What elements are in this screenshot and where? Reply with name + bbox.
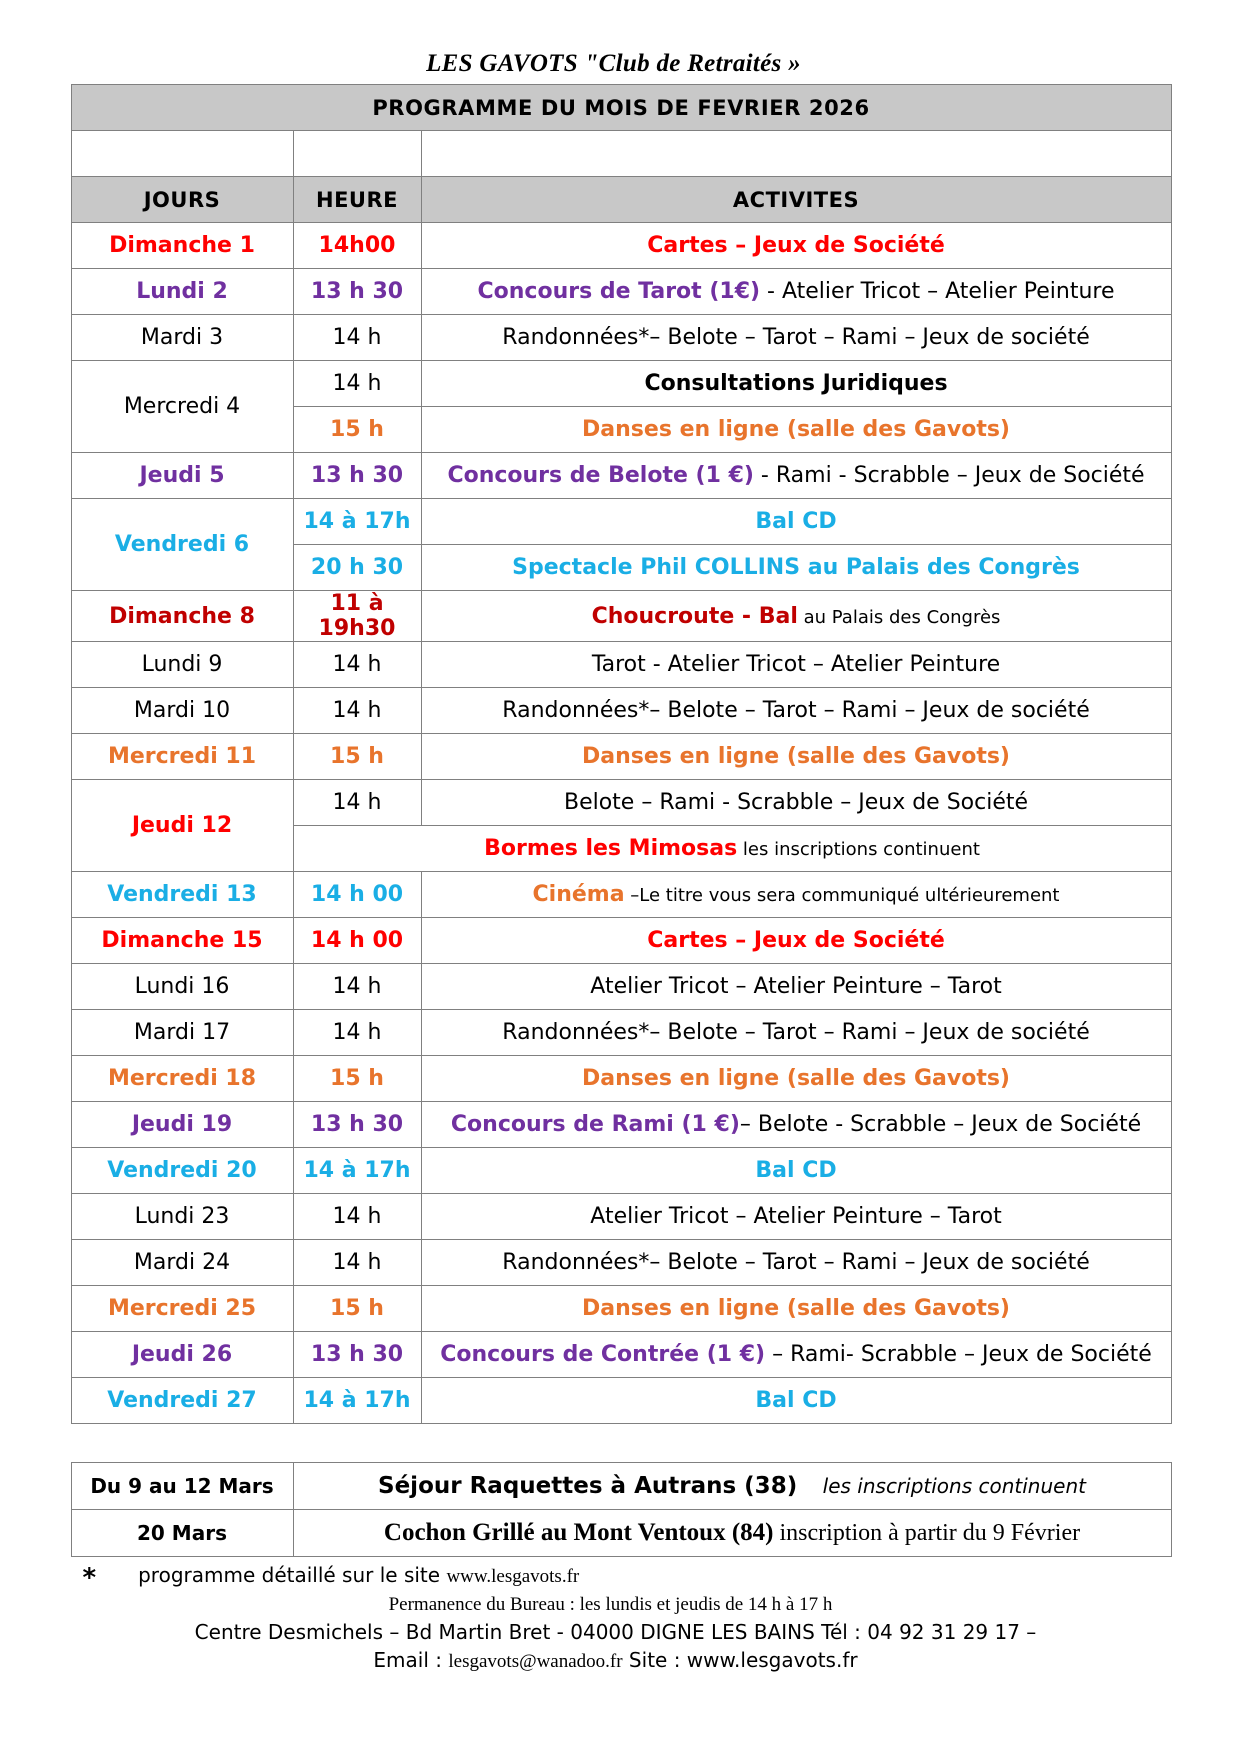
hour-cell: 13 h 30 bbox=[293, 453, 421, 499]
hour-cell: 14 h bbox=[293, 642, 421, 688]
table-row bbox=[71, 688, 1171, 734]
march-activity-main: Séjour Raquettes à Autrans (38) bbox=[378, 1473, 798, 1499]
activity-segment-0: Cinéma bbox=[532, 882, 625, 907]
table-row bbox=[71, 499, 1171, 545]
hour-cell: 11 à 19h30 bbox=[293, 591, 421, 642]
spacer-cell-activities bbox=[421, 131, 1171, 177]
hour-cell: 14 à 17h bbox=[293, 499, 421, 545]
footer-address: Centre Desmichels – Bd Martin Bret - 04000 DIGNE LES BAINS Tél : 04 92 31 29 17 – bbox=[194, 1620, 1037, 1644]
activity-cell bbox=[421, 1378, 1171, 1424]
activity-segment-1: – Belote - Scrabble – Jeux de Société bbox=[739, 1112, 1142, 1137]
hour-cell: 14 h bbox=[293, 688, 421, 734]
table-row bbox=[71, 1102, 1171, 1148]
day-cell: Vendredi 13 bbox=[71, 872, 293, 918]
day-cell: Jeudi 12 bbox=[71, 780, 293, 872]
table-row bbox=[71, 453, 1171, 499]
day-cell: Mercredi 25 bbox=[71, 1286, 293, 1332]
day-cell: Mardi 24 bbox=[71, 1240, 293, 1286]
table-row bbox=[71, 964, 1171, 1010]
activity-cell bbox=[421, 545, 1171, 591]
table-row bbox=[71, 269, 1171, 315]
table-row bbox=[71, 1332, 1171, 1378]
hour-cell: 14 h bbox=[293, 1240, 421, 1286]
activity-text: Danses en ligne (salle des Gavots) bbox=[582, 417, 1010, 442]
hour-cell: 14 h bbox=[293, 361, 421, 407]
march-date: 20 Mars bbox=[71, 1510, 293, 1557]
table-row bbox=[71, 642, 1171, 688]
hour-cell: 15 h bbox=[293, 734, 421, 780]
table-row bbox=[71, 591, 1171, 642]
activity-cell bbox=[421, 407, 1171, 453]
column-header-activities: ACTIVITES bbox=[421, 177, 1171, 223]
activity-cell bbox=[421, 269, 1171, 315]
activity-text: Atelier Tricot – Atelier Peinture – Tarot bbox=[590, 1204, 1002, 1229]
day-cell: Dimanche 1 bbox=[71, 223, 293, 269]
hour-cell: 14 h 00 bbox=[293, 872, 421, 918]
activity-cell bbox=[421, 734, 1171, 780]
table-row bbox=[71, 1194, 1171, 1240]
day-cell: Vendredi 20 bbox=[71, 1148, 293, 1194]
program-title-row bbox=[71, 85, 1171, 131]
activity-cell bbox=[421, 1102, 1171, 1148]
day-cell: Dimanche 8 bbox=[71, 591, 293, 642]
day-cell: Mercredi 11 bbox=[71, 734, 293, 780]
day-cell: Lundi 2 bbox=[71, 269, 293, 315]
table-row bbox=[71, 315, 1171, 361]
activity-segment-0: Concours de Rami (1 €) bbox=[450, 1112, 740, 1137]
table-row bbox=[71, 1378, 1171, 1424]
activity-cell bbox=[421, 1148, 1171, 1194]
activity-segment-0: Choucroute - Bal bbox=[591, 603, 798, 629]
schedule-table bbox=[71, 84, 1172, 1424]
activity-cell bbox=[421, 1056, 1171, 1102]
activity-cell bbox=[421, 1010, 1171, 1056]
activity-text: Cartes – Jeux de Société bbox=[647, 233, 945, 258]
hour-cell: 14 h bbox=[293, 1010, 421, 1056]
march-row bbox=[71, 1463, 1171, 1510]
activity-text: Consultations Juridiques bbox=[644, 371, 948, 396]
footer-hours: Permanence du Bureau : les lundis et jeudis de 14 h à 17 h bbox=[388, 1594, 833, 1615]
day-cell: Mardi 17 bbox=[71, 1010, 293, 1056]
hour-cell: 14h00 bbox=[293, 223, 421, 269]
footer-site-label: Site : bbox=[622, 1648, 687, 1672]
table-row bbox=[71, 780, 1171, 826]
activity-cell bbox=[421, 315, 1171, 361]
table-row bbox=[71, 734, 1171, 780]
spacer-cell-hour bbox=[293, 131, 421, 177]
day-cell: Dimanche 15 bbox=[71, 918, 293, 964]
hour-cell: 14 h bbox=[293, 964, 421, 1010]
footer bbox=[71, 1563, 1171, 1673]
activity-text: Belote – Rami - Scrabble – Jeux de Société bbox=[563, 790, 1029, 815]
footnote-line bbox=[71, 1563, 1171, 1591]
day-cell: Jeudi 19 bbox=[71, 1102, 293, 1148]
day-cell: Mercredi 18 bbox=[71, 1056, 293, 1102]
activity-text: Cartes – Jeux de Société bbox=[647, 928, 945, 953]
activity-cell bbox=[421, 591, 1171, 642]
activity-cell bbox=[421, 223, 1171, 269]
hour-cell: 14 h bbox=[293, 315, 421, 361]
spacer-row bbox=[71, 131, 1171, 177]
activity-text: Danses en ligne (salle des Gavots) bbox=[582, 744, 1010, 769]
activity-cell bbox=[421, 918, 1171, 964]
activity-cell bbox=[421, 1240, 1171, 1286]
hour-cell: 14 à 17h bbox=[293, 1378, 421, 1424]
hour-cell: 20 h 30 bbox=[293, 545, 421, 591]
hour-cell: 14 h bbox=[293, 780, 421, 826]
table-row bbox=[71, 1240, 1171, 1286]
hour-cell: 15 h bbox=[293, 407, 421, 453]
march-activity-main: Cochon Grillé au Mont Ventoux (84) bbox=[383, 1519, 774, 1546]
hour-cell: 14 h 00 bbox=[293, 918, 421, 964]
day-cell: Lundi 16 bbox=[71, 964, 293, 1010]
schedule-table-wrapper bbox=[71, 84, 1171, 1424]
march-date: Du 9 au 12 Mars bbox=[71, 1463, 293, 1510]
activity-segment-1: –Le titre vous sera communiqué ultérieurement bbox=[624, 885, 1060, 906]
activity-text: Danses en ligne (salle des Gavots) bbox=[582, 1296, 1010, 1321]
asterisk-icon: * bbox=[82, 1563, 97, 1593]
day-cell: Mardi 10 bbox=[71, 688, 293, 734]
hour-cell: 14 à 17h bbox=[293, 1148, 421, 1194]
march-events-wrapper bbox=[71, 1462, 1171, 1557]
activity-text: Tarot - Atelier Tricot – Atelier Peinture bbox=[591, 652, 1001, 677]
activity-cell bbox=[421, 1286, 1171, 1332]
activity-cell bbox=[421, 499, 1171, 545]
day-cell: Vendredi 6 bbox=[71, 499, 293, 591]
activity-text: Bal CD bbox=[755, 1158, 837, 1183]
hour-cell: 13 h 30 bbox=[293, 1332, 421, 1378]
activity-cell bbox=[421, 1332, 1171, 1378]
activity-text: Randonnées*– Belote – Tarot – Rami – Jeux de société bbox=[502, 1020, 1090, 1045]
activity-text: Atelier Tricot – Atelier Peinture – Tarot bbox=[590, 974, 1002, 999]
table-row bbox=[71, 872, 1171, 918]
activity-cell bbox=[421, 688, 1171, 734]
column-header-days: JOURS bbox=[71, 177, 293, 223]
activity-cell bbox=[421, 642, 1171, 688]
activity-segment-0: Concours de Contrée (1 €) bbox=[440, 1342, 766, 1367]
hour-cell: 15 h bbox=[293, 1286, 421, 1332]
activity-text: Randonnées*– Belote – Tarot – Rami – Jeux de société bbox=[502, 325, 1090, 350]
hour-cell: 15 h bbox=[293, 1056, 421, 1102]
activity-segment-0: Concours de Tarot (1€) bbox=[477, 279, 761, 304]
footnote-text bbox=[96, 1563, 579, 1588]
activity-segment-1: les inscriptions continuent bbox=[737, 839, 980, 860]
activity-cell bbox=[421, 780, 1171, 826]
march-activity bbox=[293, 1463, 1171, 1510]
march-activity-note: les inscriptions continuent bbox=[797, 1474, 1086, 1498]
footnote-website: www.lesgavots.fr bbox=[446, 1566, 580, 1587]
hour-cell: 13 h 30 bbox=[293, 1102, 421, 1148]
march-row bbox=[71, 1510, 1171, 1557]
activity-segment-1: au Palais des Congrès bbox=[797, 606, 1001, 628]
table-row bbox=[71, 361, 1171, 407]
march-events-table bbox=[71, 1462, 1172, 1557]
masthead-title: LES GAVOTS "Club de Retraités » bbox=[426, 50, 801, 77]
footer-contact bbox=[61, 1648, 1171, 1673]
activity-segment-1: – Rami- Scrabble – Jeux de Société bbox=[765, 1342, 1152, 1367]
activity-segment-0: Bormes les Mimosas bbox=[484, 836, 738, 861]
table-row bbox=[71, 1056, 1171, 1102]
footer-email-label: Email : bbox=[373, 1648, 449, 1672]
table-row bbox=[71, 1148, 1171, 1194]
march-events-body bbox=[71, 1463, 1171, 1557]
footnote-label: programme détaillé sur le site bbox=[138, 1563, 447, 1587]
table-row bbox=[71, 1286, 1171, 1332]
hour-cell: 14 h bbox=[293, 1194, 421, 1240]
schedule-table-body bbox=[71, 85, 1171, 1424]
day-cell: Lundi 23 bbox=[71, 1194, 293, 1240]
day-cell: Jeudi 5 bbox=[71, 453, 293, 499]
program-title: PROGRAMME DU MOIS DE FEVRIER 2026 bbox=[71, 85, 1171, 131]
activity-text: Bal CD bbox=[755, 509, 837, 534]
activity-segment-1: - Atelier Tricot – Atelier Peinture bbox=[760, 279, 1115, 304]
column-header-row bbox=[71, 177, 1171, 223]
activity-text: Randonnées*– Belote – Tarot – Rami – Jeux de société bbox=[502, 1250, 1090, 1275]
activity-text: Spectacle Phil COLLINS au Palais des Congrès bbox=[512, 555, 1080, 580]
day-cell: Mercredi 4 bbox=[71, 361, 293, 453]
column-header-hour: HEURE bbox=[293, 177, 421, 223]
activity-text: Bal CD bbox=[755, 1388, 837, 1413]
march-activity bbox=[293, 1510, 1171, 1557]
day-cell: Mardi 3 bbox=[71, 315, 293, 361]
activity-cell bbox=[421, 453, 1171, 499]
activity-text: Danses en ligne (salle des Gavots) bbox=[582, 1066, 1010, 1091]
day-cell: Lundi 9 bbox=[71, 642, 293, 688]
activity-cell bbox=[421, 1194, 1171, 1240]
march-activity-note: inscription à partir du 9 Février bbox=[773, 1520, 1081, 1546]
activity-cell bbox=[421, 361, 1171, 407]
footer-site-value: www.lesgavots.fr bbox=[686, 1648, 858, 1672]
table-row bbox=[71, 918, 1171, 964]
activity-text: Randonnées*– Belote – Tarot – Rami – Jeux de société bbox=[502, 698, 1090, 723]
activity-segment-1: - Rami - Scrabble – Jeux de Société bbox=[753, 463, 1145, 488]
table-row bbox=[71, 1010, 1171, 1056]
activity-cell bbox=[421, 964, 1171, 1010]
day-cell: Vendredi 27 bbox=[71, 1378, 293, 1424]
hour-cell: 13 h 30 bbox=[293, 269, 421, 315]
day-cell: Jeudi 26 bbox=[71, 1332, 293, 1378]
spacer-cell-days bbox=[71, 131, 293, 177]
table-row bbox=[71, 223, 1171, 269]
footer-email-value: lesgavots@wanadoo.fr bbox=[448, 1651, 623, 1672]
merged-activity-cell bbox=[293, 826, 1171, 872]
activity-segment-0: Concours de Belote (1 €) bbox=[447, 463, 754, 488]
activity-cell bbox=[421, 872, 1171, 918]
